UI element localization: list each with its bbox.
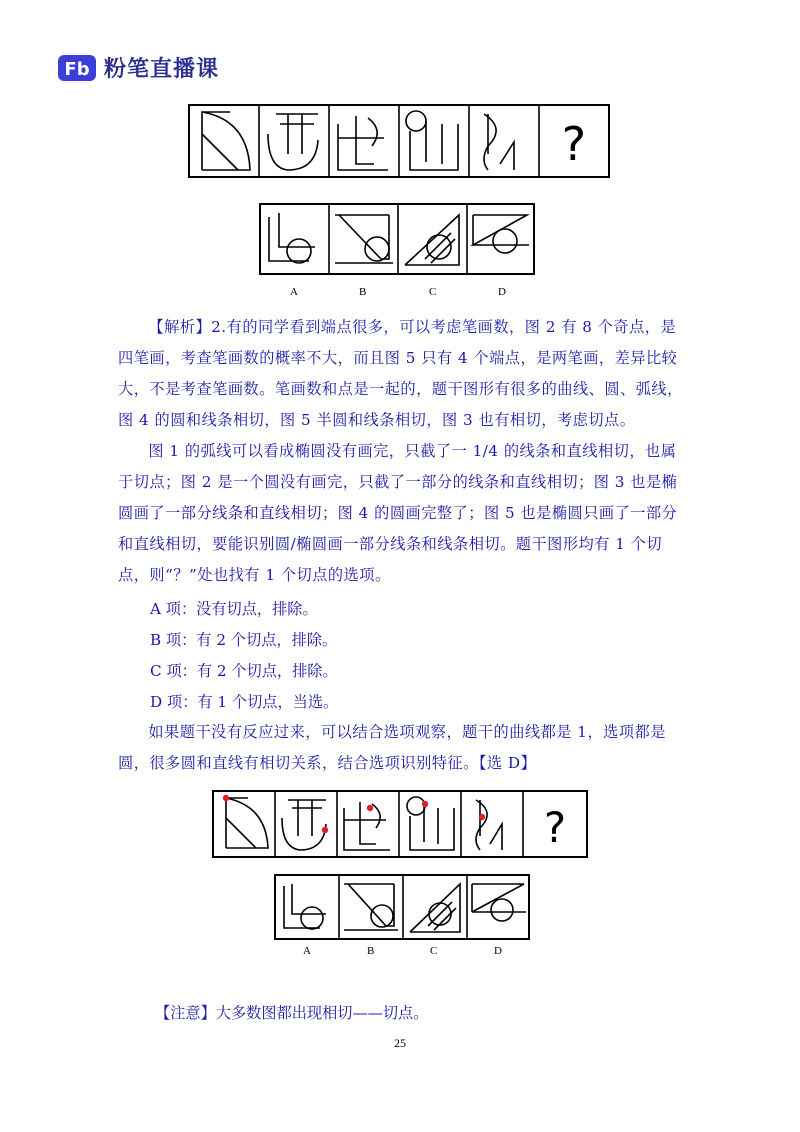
option-label-c: C — [429, 286, 437, 298]
options-figure-bottom — [274, 874, 530, 940]
option-label-d: D — [498, 286, 506, 298]
tangent-dot — [479, 814, 485, 820]
logo-text: 粉笔直播课 — [104, 57, 220, 82]
option-a-analysis: A 项：没有切点，排除。 — [150, 600, 318, 618]
options-figure-top — [259, 203, 535, 275]
option-c-analysis: C 项：有 2 个切点，排除。 — [150, 662, 338, 680]
note-text: 【注意】大多数图都出现相切——切点。 — [155, 1004, 429, 1022]
logo-mark-text: Fb — [64, 58, 90, 80]
option-label-b: B — [359, 286, 367, 298]
question-figure-top — [188, 104, 610, 178]
option-label-a: A — [290, 286, 298, 298]
question-mark-bottom: ? — [543, 803, 567, 852]
tangent-dots — [223, 795, 485, 833]
conclusion-paragraph: 如果题干没有反应过来，可以结合选项观察，题干的曲线都是 1，选项都是圆，很多圆和直线有相切关系，结合选项识别特征。【选 D】 — [118, 723, 666, 772]
page-number: 25 — [394, 1036, 406, 1050]
tangent-dot — [367, 805, 373, 811]
option-label-d-bottom: D — [494, 945, 502, 957]
brand-logo — [58, 52, 219, 83]
tangent-dot — [322, 827, 328, 833]
option-label-a-bottom: A — [303, 945, 311, 957]
tangent-dot — [223, 795, 229, 801]
question-figure-bottom — [212, 790, 588, 858]
analysis-paragraph-2: 图 1 的弧线可以看成椭圆没有画完，只截了一 1/4 的线条和直线相切，也属于切点；图 2 是一个圆没有画完，只截了一部分的线条和直线相切；图 3 也是椭圆画了一部分线条和直线相切；图 4 的圆画完整了；图 5 也是椭圆只画了一部分和直线相切，要能识别圆/椭圆画一部分线条和线条相切。题干图形均有 1 个切点，则“？”处也找有 1 个切点的选项。 — [118, 442, 678, 584]
fb-logo-icon — [58, 53, 98, 83]
conclusion-section — [118, 717, 688, 779]
question-mark: ? — [561, 117, 587, 171]
option-d-analysis: D 项：有 1 个切点，当选。 — [150, 693, 339, 711]
tangent-dot — [422, 801, 428, 807]
option-b-analysis: B 项：有 2 个切点，排除。 — [150, 631, 338, 649]
option-label-b-bottom: B — [367, 945, 375, 957]
analysis-paragraph-1: 【解析】2.有的同学看到端点很多，可以考虑笔画数，图 2 有 8 个奇点，是四笔画，考查笔画数的概率不大，而且图 5 只有 4 个端点，是两笔画，差异比较大，不是考查笔画数。笔画数和点是一起的，题干图形有很多的曲线、圆、弧线，图 4 的圆和线条相切，图 5 半圆和线条相切，图 3 也有相切，考虑切点。 — [118, 318, 683, 429]
option-label-c-bottom: C — [430, 945, 438, 957]
analysis-section — [118, 312, 688, 591]
